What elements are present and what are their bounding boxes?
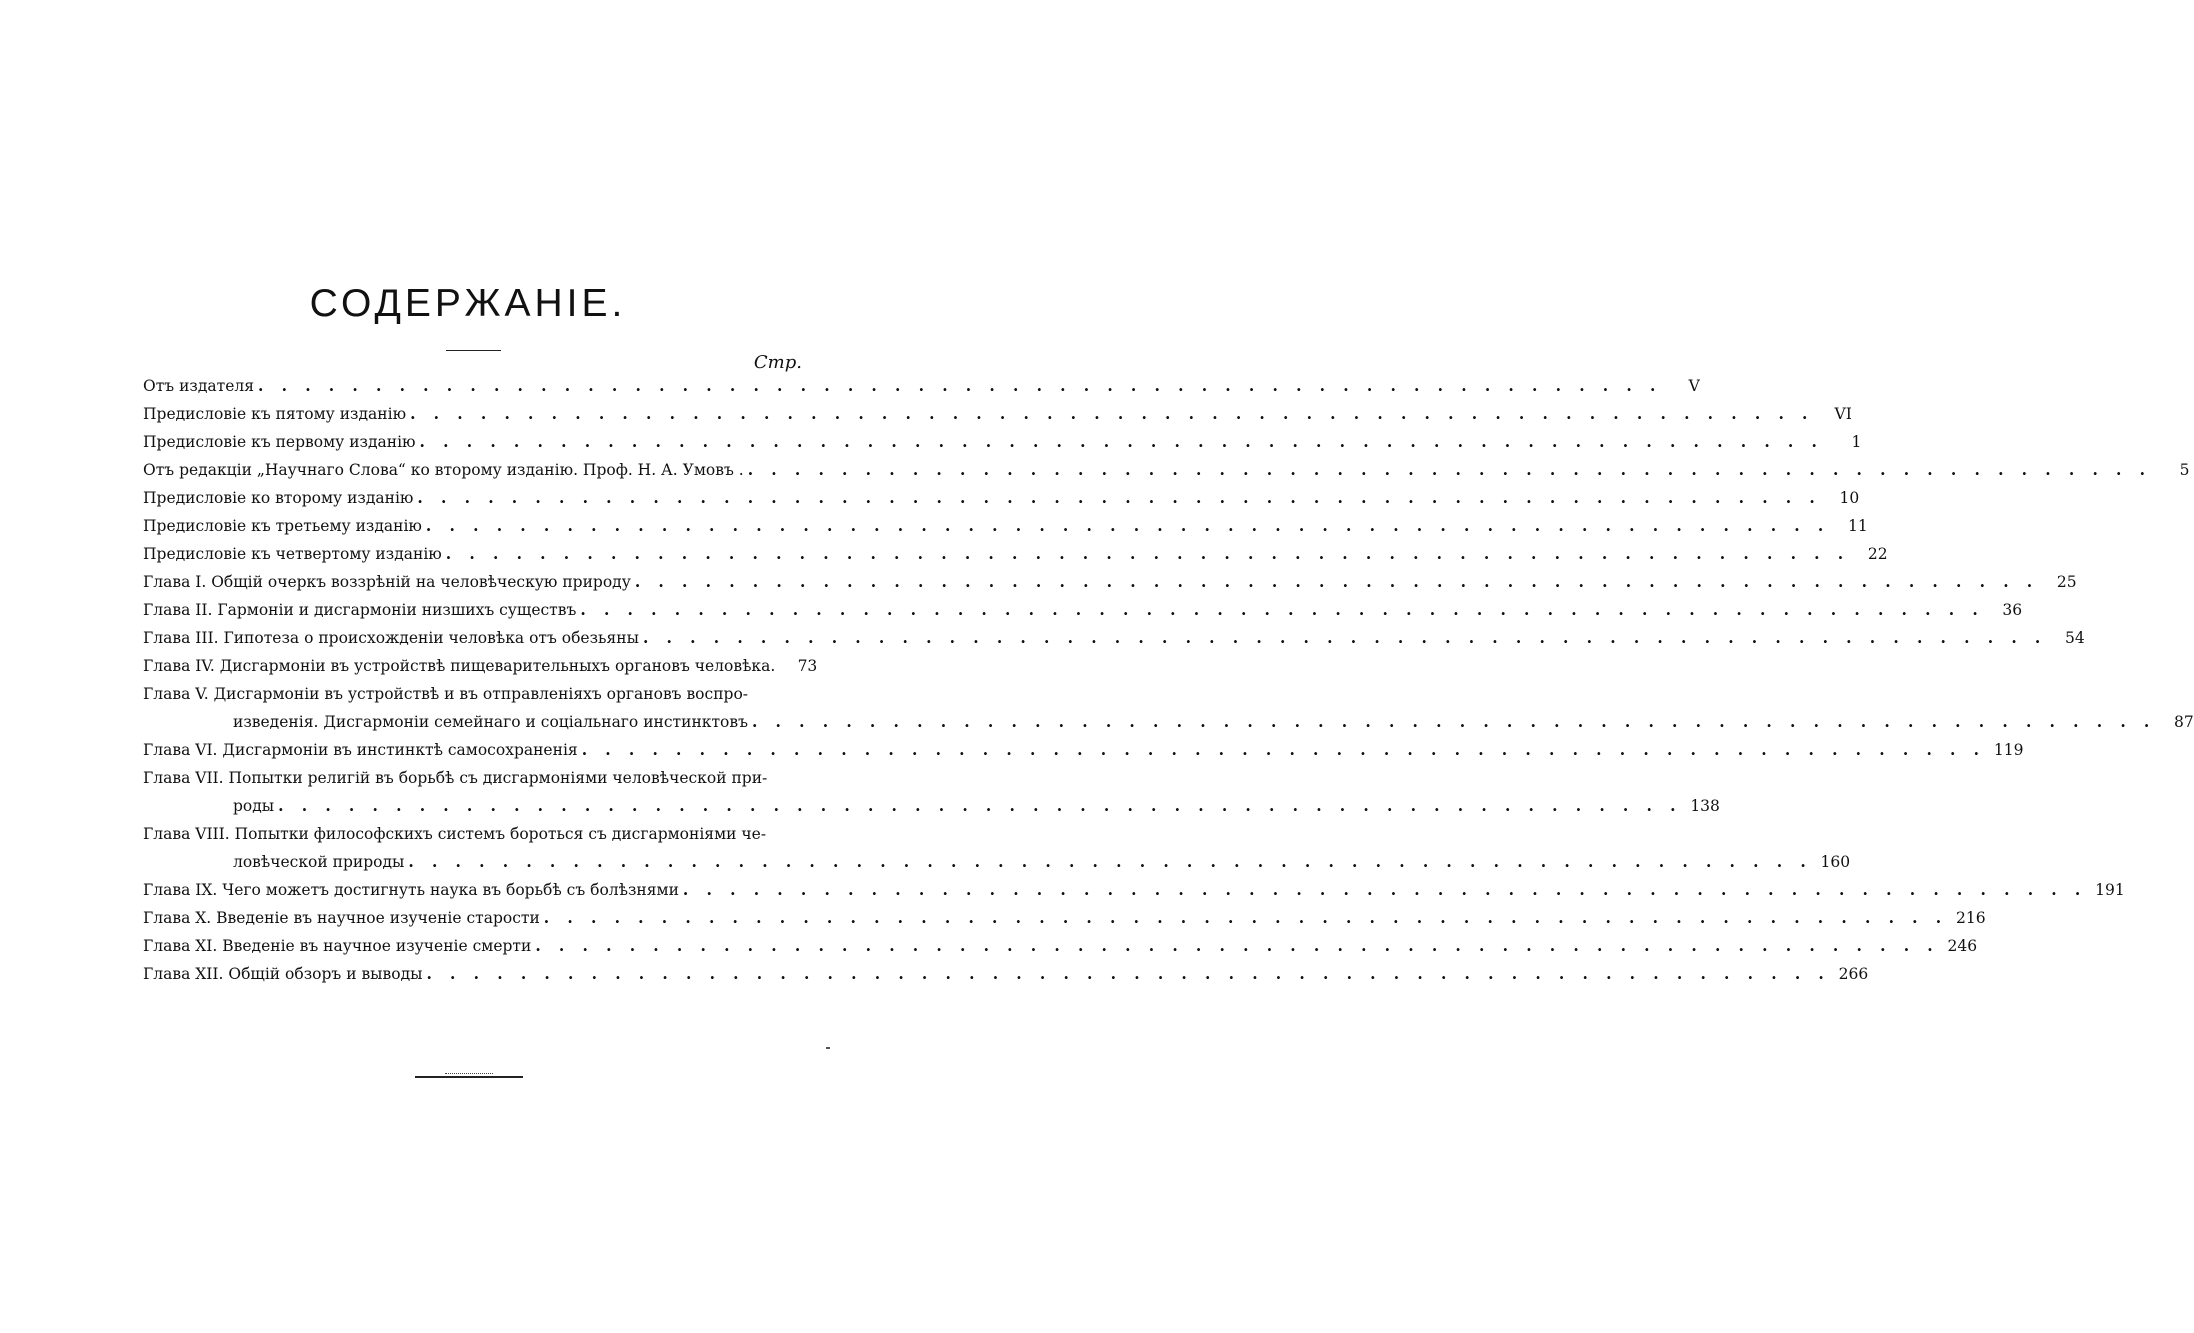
print-speck xyxy=(826,1047,830,1049)
toc-page-number: 246 xyxy=(1947,937,1978,955)
dot-leader: . . . . . . . . . . . . . . . . . . . . . . . . . . . . . . . . . . . . . . . . . . . . . . . . . . . . . . . . . . . . xyxy=(426,964,1831,983)
toc-entry-line xyxy=(143,568,2077,596)
toc-entry-title: Глава IV. Дисгармоніи въ устройствѣ пищеварительныхъ органовъ человѣка. xyxy=(143,657,776,675)
dot-leader: . . . . . . . . . . . . . . . . . . . . . . . . . . . . . . . . . . . . . . . . . . . . . . . . . . . . . . . . . . . . xyxy=(747,460,2152,479)
dot-leader: . . . . . . . . . . . . . . . . . . . . . . . . . . . . . . . . . . . . . . . . . . . . . . . . . . . . . . . . . . . . xyxy=(682,880,2087,899)
dot-leader: . . . . . . . . . . . . . . . . . . . . . . . . . . . . . . . . . . . . . . . . . . . . . . . . . . . . . . . . . . . . xyxy=(535,936,1940,955)
toc-entry-title: Глава VI. Дисгармоніи въ инстинктѣ самосохраненія xyxy=(143,741,578,759)
toc-page-number: 5 xyxy=(2179,461,2190,479)
toc-entry-line xyxy=(143,680,803,708)
toc-entry-title: ловѣческой природы xyxy=(233,853,405,871)
toc-entry-line xyxy=(143,596,2023,624)
toc-entry xyxy=(143,568,2077,596)
dot-leader: . . . . . . . . . . . . . . . . . . . . . . . . . . . . . . . . . . . . . . . . . . . . . . . . . . . . . . . . . . . . xyxy=(642,628,2047,647)
toc-entry-title: Глава X. Введеніе въ научное изученіе старости xyxy=(143,909,540,927)
toc-entry-line xyxy=(143,652,818,680)
toc-entry xyxy=(143,652,818,680)
toc-page-number: 191 xyxy=(2095,881,2125,899)
toc-entry-title: Глава VII. Попытки религій въ борьбѣ съ дисгармоніями человѣческой при- xyxy=(143,769,768,787)
toc-entry-title: Предисловіе къ пятому изданію xyxy=(143,405,407,423)
dot-leader: . . . . . . . . . . . . . . . . . . . . . . . . . . . . . . . . . . . . . . . . . . . . . . . . . . . . . . . . . . . . xyxy=(445,544,1850,563)
dot-leader: . . . . . . . . . . . . . . . . . . . . . . . . . . . . . . . . . . . . . . . . . . . . . . . . . . . . . . . . . . . . xyxy=(581,740,1986,759)
toc-page-number: 25 xyxy=(2056,573,2077,591)
dot-leader: . . . . . . . . . . . . . . . . . . . . . . . . . . . . . . . . . . . . . . . . . . . . . . . . . . . . . . . . . . . . xyxy=(258,376,1662,395)
toc-entry-title: Отъ издателя xyxy=(143,377,255,395)
toc-page-number: V xyxy=(1688,377,1700,395)
toc-entry xyxy=(143,820,1851,876)
toc-page-number: 216 xyxy=(1955,909,1986,927)
toc-entry xyxy=(143,400,1852,428)
toc-entry-line xyxy=(143,484,1860,512)
toc-entry-continuation xyxy=(143,848,1851,876)
title-rule xyxy=(446,350,501,351)
toc-entry-line xyxy=(143,400,1852,428)
dot-leader: . . . . . . . . . . . . . . . . . . . . . . . . . . . . . . . . . . . . . . . . . . . . . . . . . . . . . . . . . . . . xyxy=(634,572,2039,591)
toc-entry xyxy=(143,904,1986,932)
dot-leader: . . . . . . . . . . . . . . . . . . . . . . . . . . . . . . . . . . . . . . . . . . . . . . . . . . . . . . . . . . . . xyxy=(425,516,1830,535)
toc-entry xyxy=(143,372,1700,400)
toc-entry xyxy=(143,876,2125,904)
toc-entry xyxy=(143,764,1720,820)
toc-entry-title: Глава III. Гипотеза о происхожденіи человѣка отъ обезьяны xyxy=(143,629,639,647)
toc-page-number: 87 xyxy=(2173,713,2194,731)
toc-entry-line xyxy=(143,904,1986,932)
toc-entry-title: роды xyxy=(233,797,275,815)
toc-page-number: 36 xyxy=(2002,601,2023,619)
toc-entry-title: Глава VIII. Попытки философскихъ системъ бороться съ дисгармоніями че- xyxy=(143,825,767,843)
toc-page-number: 22 xyxy=(1867,545,1888,563)
toc-page-number: 1 xyxy=(1851,433,1862,451)
dot-leader: . . . . . . . . . . . . . . . . . . . . . . . . . . . . . . . . . . . . . . . . . . . . . . . . . . . . . . . . . . . . xyxy=(408,852,1813,871)
toc-entry-line xyxy=(143,624,2085,652)
toc-entry-line xyxy=(143,736,2024,764)
toc-entry-line xyxy=(143,456,2190,484)
toc-entry xyxy=(143,596,2023,624)
toc-page-number: VI xyxy=(1834,405,1852,423)
dot-leader: . . . . . . . . . . . . . . . . . . . . . . . . . . . . . . . . . . . . . . . . . . . . . . . . . . . . . . . . . . . . xyxy=(419,432,1824,451)
dot-leader: . . . . . . . . . . . . . . . . . . . . . . . . . . . . . . . . . . . . . . . . . . . . . . . . . . . . . . . . . . . . xyxy=(278,796,1682,815)
toc-page-number: 266 xyxy=(1838,965,1869,983)
dot-leader: . . . . . . . . . . . . . . . . . . . . . . . . . . . . . . . . . . . . . . . . . . . . . . . . . . . . . . . . . . . . xyxy=(543,908,1948,927)
toc-entry xyxy=(143,484,1860,512)
toc-entry-title: Предисловіе къ первому изданію xyxy=(143,433,416,451)
toc-page-number: 73 xyxy=(797,657,818,675)
toc-entry-continuation xyxy=(143,792,1720,820)
toc-entry xyxy=(143,512,1868,540)
toc-entry-line xyxy=(143,512,1868,540)
ornament-dots xyxy=(445,1073,493,1074)
dot-leader: . . . . . . . . . . . . . . . . . . . . . . . . . . . . . . . . . . . . . . . . . . . . . . . . . . . . . . . . . . . . xyxy=(580,600,1985,619)
toc-entry-line xyxy=(143,820,803,848)
toc-entry-line xyxy=(143,428,1862,456)
toc-entry-title: Отъ редакціи „Научнаго Слова“ ко второму изданію. Проф. Н. А. Умовъ . xyxy=(143,461,744,479)
table-of-contents xyxy=(143,372,2194,988)
toc-entry-line xyxy=(143,764,803,792)
toc-entry-title: Глава I. Общій очеркъ воззрѣній на человѣческую природу xyxy=(143,573,631,591)
toc-entry-title: Предисловіе къ третьему изданію xyxy=(143,517,422,535)
end-ornament xyxy=(415,1073,523,1081)
toc-page-number: 138 xyxy=(1690,797,1720,815)
toc-entry-title: Предисловіе ко второму изданію xyxy=(143,489,414,507)
toc-entry-title: Глава XII. Общій обзоръ и выводы xyxy=(143,965,423,983)
toc-entry-title: Предисловіе къ четвертому изданію xyxy=(143,545,442,563)
toc-entry xyxy=(143,932,1978,960)
toc-entry xyxy=(143,680,2194,736)
ornament-rule xyxy=(415,1076,523,1078)
toc-entry-title: Глава V. Дисгармоніи въ устройствѣ и въ отправленіяхъ органовъ воспро- xyxy=(143,685,749,703)
toc-entry xyxy=(143,540,1888,568)
toc-entry xyxy=(143,736,2024,764)
toc-entry xyxy=(143,428,1862,456)
page-column-label: Стр. xyxy=(753,352,802,373)
toc-entry-line xyxy=(143,876,2125,904)
dot-leader: . . . . . . . . . . . . . . . . . . . . . . . . . . . . . . . . . . . . . . . . . . . . . . . . . . . . . . . . . . . . xyxy=(417,488,1822,507)
toc-entry-line xyxy=(143,372,1700,400)
toc-page-number: 10 xyxy=(1839,489,1860,507)
page-title: СОДЕРЖАНІЕ. xyxy=(309,282,627,325)
toc-entry xyxy=(143,960,1869,988)
toc-entry xyxy=(143,456,2190,484)
toc-entry-line xyxy=(143,540,1888,568)
toc-entry-line xyxy=(143,960,1869,988)
toc-entry-title: изведенія. Дисгармоніи семейнаго и соціальнаго инстинктовъ xyxy=(233,713,748,731)
dot-leader: . . . . . . . . . . . . . . . . . . . . . . . . . . . . . . . . . . . . . . . . . . . . . . . . . . . . . . . . . . . . xyxy=(751,712,2156,731)
toc-entry-line xyxy=(143,932,1978,960)
toc-page-number: 160 xyxy=(1820,853,1851,871)
toc-entry-continuation xyxy=(143,708,2194,736)
toc-entry-title: Глава II. Гармоніи и дисгармоніи низшихъ существъ xyxy=(143,601,577,619)
dot-leader: . . . . . . . . . . . . . . . . . . . . . . . . . . . . . . . . . . . . . . . . . . . . . . . . . . . . . . . . . . . . xyxy=(410,404,1814,423)
toc-entry-title: Глава IX. Чего можетъ достигнуть наука въ борьбѣ съ болѣзнями xyxy=(143,881,679,899)
toc-page-number: 119 xyxy=(1993,741,2024,759)
toc-entry xyxy=(143,624,2085,652)
toc-entry-title: Глава XI. Введеніе въ научное изученіе смерти xyxy=(143,937,532,955)
toc-page-number: 54 xyxy=(2064,629,2085,647)
toc-page-number: 11 xyxy=(1847,517,1868,535)
